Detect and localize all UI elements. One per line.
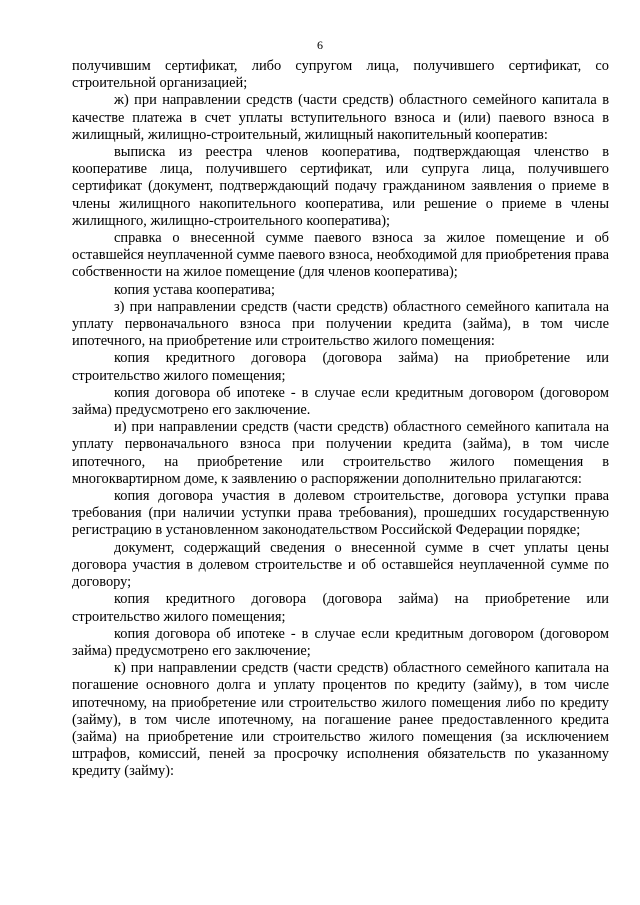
paragraph-mortgage-contract-copy: копия договора об ипотеке - в случае если кредитным договором (договором займа) предусмотрено его заключение.: [72, 384, 609, 419]
paragraph-item-zh: ж) при направлении средств (части средств) областного семейного капитала в качестве платежа в счет уплаты вступительного взноса и (или) паевого взноса в жилищный, жилищно-строительный, жилищный накопительный кооператив:: [72, 92, 609, 143]
paragraph-mortgage-contract-copy-2: копия договора об ипотеке - в случае если кредитным договором (договором займа) предусмотрено его заключение;: [72, 625, 609, 659]
paragraph-item-z: з) при направлении средств (части средств) областного семейного капитала на уплату первоначального взноса при получении кредита (займа), в том числе ипотечного, на приобретение или строительство жилого помещения:: [72, 298, 609, 350]
page-number: 6: [317, 38, 323, 52]
document-body: [72, 58, 609, 781]
paragraph-credit-contract-copy-2: копия кредитного договора (договора займа) на приобретение или строительство жилого помещения;: [72, 591, 609, 625]
paragraph-continuation: получившим сертификат, либо супругом лица, получившего сертификат, со строительной организацией;: [72, 58, 609, 92]
paragraph-charter-copy: копия устава кооператива;: [114, 281, 276, 298]
paragraph-credit-contract-copy: копия кредитного договора (договора займа) на приобретение или строительство жилого помещения;: [72, 350, 609, 384]
paragraph-share-certificate: справка о внесенной сумме паевого взноса за жилое помещение и об оставшейся неуплаченной сумме паевого взноса, необходимой для приобретения права собственности на жилое помещение (для членов кооператива);: [72, 230, 609, 281]
paragraph-item-k: к) при направлении средств (части средств) областного семейного капитала на погашение основного долга и уплату процентов по кредиту (займу), в том числе ипотечному, на приобретение или строительство жилого помещения либо по кредиту (займу), в том числе ипотечному, на погашение ранее предоставленного кредита (займа) на приобретение или строительство жилого помещения (за исключением штрафов, комиссий, пеней за просрочку исполнения обязательств по указанному кредиту (займу):: [72, 660, 609, 780]
paragraph-registry-extract: выписка из реестра членов кооператива, подтверждающая членство в кооперативе лица, получившего сертификат, или супруга лица, получившего сертификат (документ, подтверждающий подачу гражданином заявления о приеме в члены жилищного накопительного кооператива, или решение о приеме в члены жилищного, жилищно-строительного кооператива);: [72, 144, 609, 229]
paragraph-item-i: и) при направлении средств (части средств) областного семейного капитала на уплату первоначального взноса при получении кредита (займа), в том числе ипотечного, на приобретение или строительство жилого помещения в многоквартирном доме, к заявлению о распоряжении дополнительно прилагаются:: [72, 419, 609, 487]
paragraph-payment-document: документ, содержащий сведения о внесенной сумме в счет уплаты цены договора участия в долевом строительстве и об оставшейся неуплаченной сумме по договору;: [72, 539, 609, 591]
paragraph-shared-construction-copy: копия договора участия в долевом строительстве, договора уступки права требования (при наличии уступки права требования), прошедших государственную регистрацию в установленном законодательством Российской Федерации порядке;: [72, 488, 609, 539]
